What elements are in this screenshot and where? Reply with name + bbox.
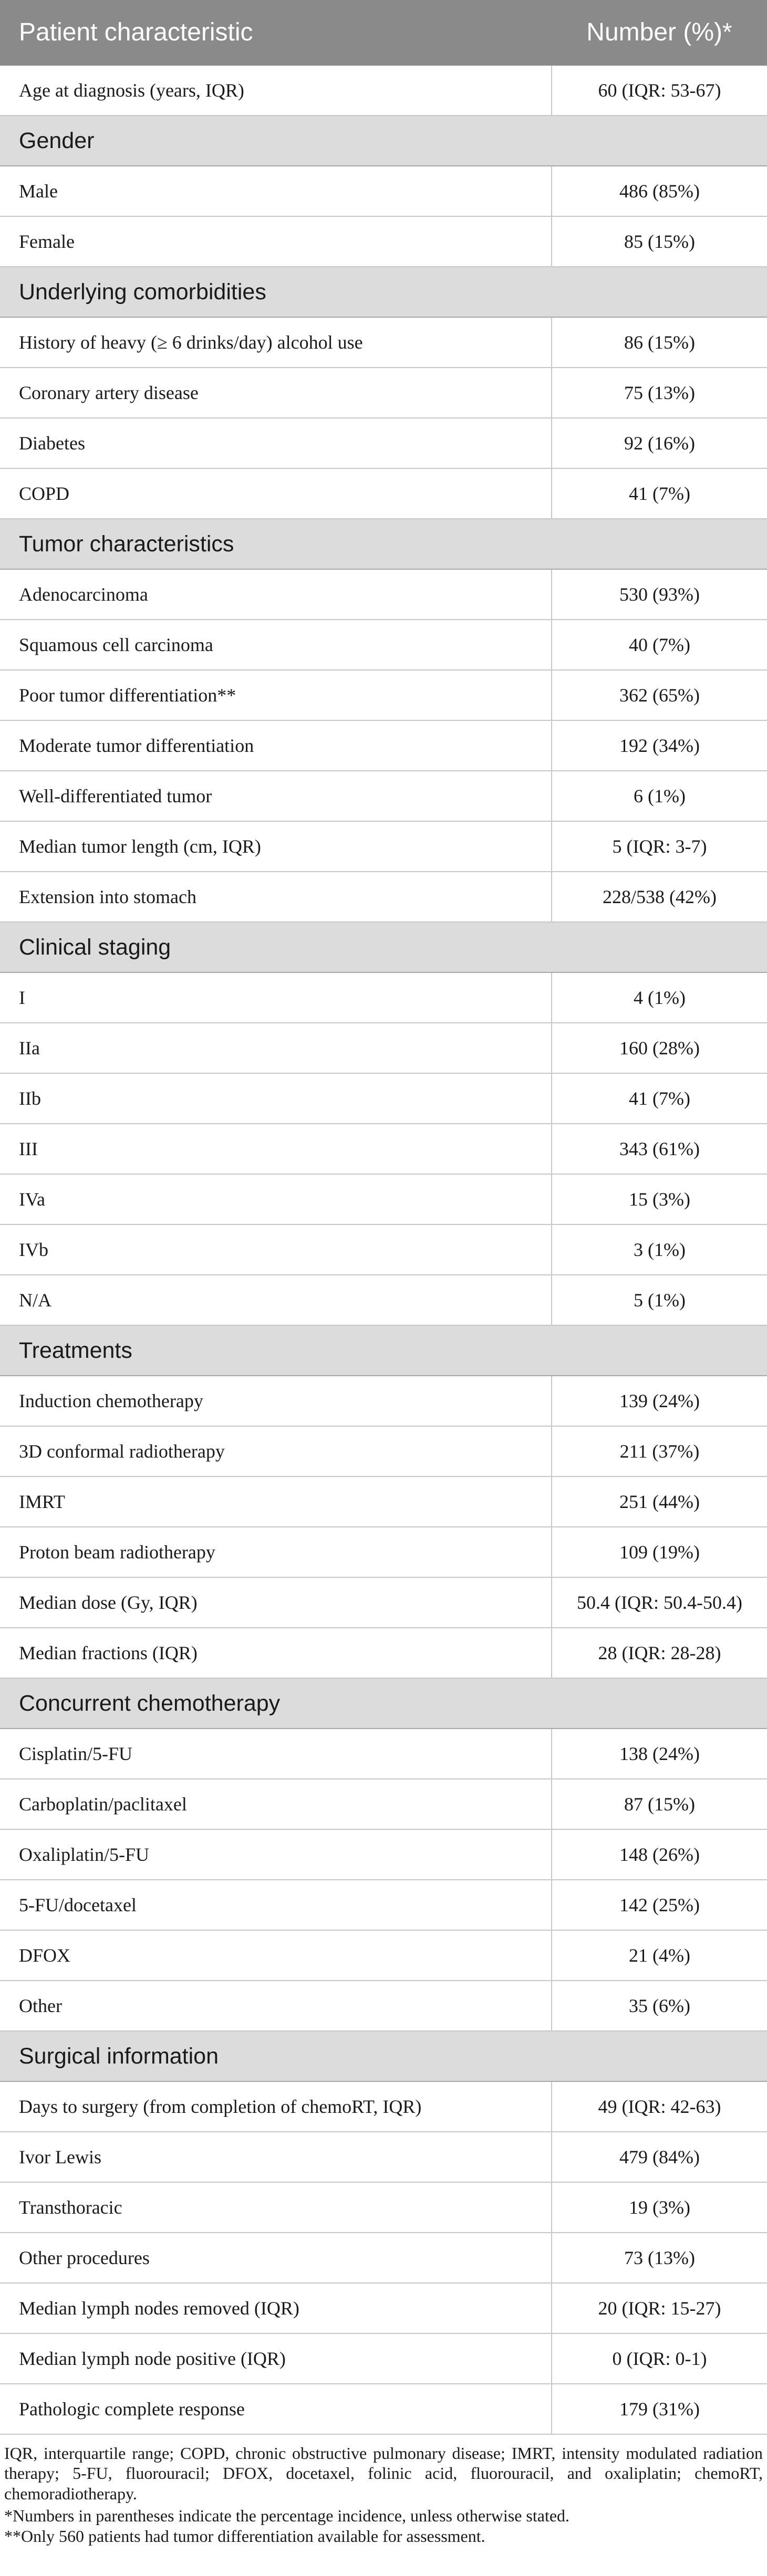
section-heading: Clinical staging bbox=[0, 922, 767, 972]
table-row bbox=[0, 1779, 767, 1829]
row-label: History of heavy (≥ 6 drinks/day) alcohol use bbox=[0, 317, 552, 368]
row-value: 0 (IQR: 0-1) bbox=[552, 2333, 767, 2384]
row-value: 5 (1%) bbox=[552, 1275, 767, 1325]
section-heading: Surgical information bbox=[0, 2031, 767, 2081]
section-row-concurrent-chemotherapy bbox=[0, 1678, 767, 1729]
table-row bbox=[0, 1376, 767, 1426]
row-label: IIb bbox=[0, 1073, 552, 1124]
row-label: I bbox=[0, 972, 552, 1023]
table-row bbox=[0, 1930, 767, 1981]
row-value: 60 (IQR: 53-67) bbox=[552, 66, 767, 116]
table-row bbox=[0, 872, 767, 922]
row-label: Female bbox=[0, 216, 552, 267]
row-label: Carboplatin/paclitaxel bbox=[0, 1779, 552, 1829]
row-label: Pathologic complete response bbox=[0, 2384, 552, 2434]
row-label: Moderate tumor differentiation bbox=[0, 720, 552, 771]
footnote-percentage: *Numbers in parentheses indicate the percentage incidence, unless otherwise stated. bbox=[4, 2506, 570, 2526]
table-row bbox=[0, 1023, 767, 1073]
row-value: 139 (24%) bbox=[552, 1376, 767, 1426]
table-row bbox=[0, 2182, 767, 2233]
row-label: Oxaliplatin/5-FU bbox=[0, 1829, 552, 1880]
row-value: 211 (37%) bbox=[552, 1426, 767, 1477]
section-heading: Concurrent chemotherapy bbox=[0, 1678, 767, 1729]
row-value: 109 (19%) bbox=[552, 1527, 767, 1577]
row-label: IMRT bbox=[0, 1477, 552, 1527]
row-value: 28 (IQR: 28-28) bbox=[552, 1628, 767, 1678]
table-row bbox=[0, 166, 767, 216]
row-label: Ivor Lewis bbox=[0, 2132, 552, 2182]
table-row bbox=[0, 2233, 767, 2283]
row-value: 3 (1%) bbox=[552, 1224, 767, 1275]
row-label: Other bbox=[0, 1981, 552, 2031]
row-value: 20 (IQR: 15-27) bbox=[552, 2283, 767, 2333]
row-label: DFOX bbox=[0, 1930, 552, 1981]
row-value: 85 (15%) bbox=[552, 216, 767, 267]
row-value: 486 (85%) bbox=[552, 166, 767, 216]
table-row bbox=[0, 821, 767, 872]
header-characteristic: Patient characteristic bbox=[0, 0, 552, 66]
section-row-gender bbox=[0, 116, 767, 166]
table-row bbox=[0, 1628, 767, 1678]
table-row bbox=[0, 1729, 767, 1779]
table-row bbox=[0, 2283, 767, 2333]
section-heading: Treatments bbox=[0, 1325, 767, 1376]
row-label: Other procedures bbox=[0, 2233, 552, 2283]
row-value: 86 (15%) bbox=[552, 317, 767, 368]
section-row-tumor-characteristics bbox=[0, 519, 767, 569]
table-row bbox=[0, 720, 767, 771]
table-row bbox=[0, 1124, 767, 1174]
header-row bbox=[0, 0, 767, 66]
table-row bbox=[0, 1426, 767, 1477]
row-label: 5-FU/docetaxel bbox=[0, 1880, 552, 1930]
row-label: Induction chemotherapy bbox=[0, 1376, 552, 1426]
row-value: 15 (3%) bbox=[552, 1174, 767, 1224]
row-value: 362 (65%) bbox=[552, 670, 767, 720]
row-value: 530 (93%) bbox=[552, 569, 767, 620]
row-label: IVb bbox=[0, 1224, 552, 1275]
row-value: 73 (13%) bbox=[552, 2233, 767, 2283]
section-heading: Gender bbox=[0, 116, 767, 166]
row-value: 479 (84%) bbox=[552, 2132, 767, 2182]
row-label: IVa bbox=[0, 1174, 552, 1224]
row-label: IIa bbox=[0, 1023, 552, 1073]
row-label: Median fractions (IQR) bbox=[0, 1628, 552, 1678]
footnote-abbreviations: IQR, interquartile range; COPD, chronic obstructive pulmonary disease; IMRT, intensity modulated radiation therapy; 5-FU, fluorouracil; DFOX, docetaxel, folinic acid, fluorouracil, and oxaliplatin; chemoRT, chemoradiotherapy. bbox=[4, 2444, 763, 2503]
table-row bbox=[0, 1174, 767, 1224]
row-label: Adenocarcinoma bbox=[0, 569, 552, 620]
row-value: 35 (6%) bbox=[552, 1981, 767, 2031]
table-row bbox=[0, 2333, 767, 2384]
row-value: 228/538 (42%) bbox=[552, 872, 767, 922]
row-label: Transthoracic bbox=[0, 2182, 552, 2233]
row-value: 75 (13%) bbox=[552, 368, 767, 418]
row-value: 40 (7%) bbox=[552, 620, 767, 670]
table-row bbox=[0, 1073, 767, 1124]
row-value: 4 (1%) bbox=[552, 972, 767, 1023]
table-row bbox=[0, 418, 767, 468]
row-label: COPD bbox=[0, 468, 552, 519]
row-value: 148 (26%) bbox=[552, 1829, 767, 1880]
table-row bbox=[0, 216, 767, 267]
row-value: 92 (16%) bbox=[552, 418, 767, 468]
row-value: 160 (28%) bbox=[552, 1023, 767, 1073]
row-label: Squamous cell carcinoma bbox=[0, 620, 552, 670]
footnote-differentiation: **Only 560 patients had tumor differentiation available for assessment. bbox=[4, 2526, 485, 2546]
table-row bbox=[0, 2132, 767, 2182]
row-value: 5 (IQR: 3-7) bbox=[552, 821, 767, 872]
table-row bbox=[0, 620, 767, 670]
row-value: 192 (34%) bbox=[552, 720, 767, 771]
row-value: 49 (IQR: 42-63) bbox=[552, 2081, 767, 2132]
table-row bbox=[0, 1577, 767, 1628]
row-value: 251 (44%) bbox=[552, 1477, 767, 1527]
row-label: Median tumor length (cm, IQR) bbox=[0, 821, 552, 872]
row-value: 41 (7%) bbox=[552, 1073, 767, 1124]
row-label: Coronary artery disease bbox=[0, 368, 552, 418]
table-row bbox=[0, 670, 767, 720]
row-value: 19 (3%) bbox=[552, 2182, 767, 2233]
row-label: Cisplatin/5-FU bbox=[0, 1729, 552, 1779]
row-label: Diabetes bbox=[0, 418, 552, 468]
row-value: 6 (1%) bbox=[552, 771, 767, 821]
row-label: III bbox=[0, 1124, 552, 1174]
table-footnotes bbox=[0, 2435, 767, 2546]
table-row bbox=[0, 1829, 767, 1880]
section-row-treatments bbox=[0, 1325, 767, 1376]
row-label: Median lymph node positive (IQR) bbox=[0, 2333, 552, 2384]
section-heading: Tumor characteristics bbox=[0, 519, 767, 569]
section-row-clinical-staging bbox=[0, 922, 767, 972]
row-label: Male bbox=[0, 166, 552, 216]
row-label: N/A bbox=[0, 1275, 552, 1325]
row-value: 21 (4%) bbox=[552, 1930, 767, 1981]
row-value: 138 (24%) bbox=[552, 1729, 767, 1779]
table-row bbox=[0, 1224, 767, 1275]
table-row bbox=[0, 771, 767, 821]
table-row bbox=[0, 1880, 767, 1930]
row-value: 87 (15%) bbox=[552, 1779, 767, 1829]
table-header bbox=[0, 0, 767, 66]
row-label: Extension into stomach bbox=[0, 872, 552, 922]
section-row-surgical-information bbox=[0, 2031, 767, 2081]
table-row bbox=[0, 317, 767, 368]
row-label: Age at diagnosis (years, IQR) bbox=[0, 66, 552, 116]
table-row bbox=[0, 972, 767, 1023]
table-row bbox=[0, 66, 767, 116]
section-heading: Underlying comorbidities bbox=[0, 267, 767, 317]
table-row bbox=[0, 1527, 767, 1577]
row-label: Days to surgery (from completion of chemoRT, IQR) bbox=[0, 2081, 552, 2132]
table-row bbox=[0, 468, 767, 519]
table-body bbox=[0, 66, 767, 2434]
table-row bbox=[0, 2384, 767, 2434]
row-value: 50.4 (IQR: 50.4-50.4) bbox=[552, 1577, 767, 1628]
table-row bbox=[0, 1981, 767, 2031]
row-label: Proton beam radiotherapy bbox=[0, 1527, 552, 1577]
table-row bbox=[0, 1275, 767, 1325]
row-label: Poor tumor differentiation** bbox=[0, 670, 552, 720]
table-row bbox=[0, 569, 767, 620]
row-label: Well-differentiated tumor bbox=[0, 771, 552, 821]
row-label: Median lymph nodes removed (IQR) bbox=[0, 2283, 552, 2333]
row-value: 343 (61%) bbox=[552, 1124, 767, 1174]
table-row bbox=[0, 1477, 767, 1527]
row-label: 3D conformal radiotherapy bbox=[0, 1426, 552, 1477]
row-label: Median dose (Gy, IQR) bbox=[0, 1577, 552, 1628]
row-value: 142 (25%) bbox=[552, 1880, 767, 1930]
row-value: 179 (31%) bbox=[552, 2384, 767, 2434]
section-row-underlying-comorbidities bbox=[0, 267, 767, 317]
header-number: Number (%)* bbox=[552, 0, 767, 66]
table-row bbox=[0, 2081, 767, 2132]
table-row bbox=[0, 368, 767, 418]
row-value: 41 (7%) bbox=[552, 468, 767, 519]
